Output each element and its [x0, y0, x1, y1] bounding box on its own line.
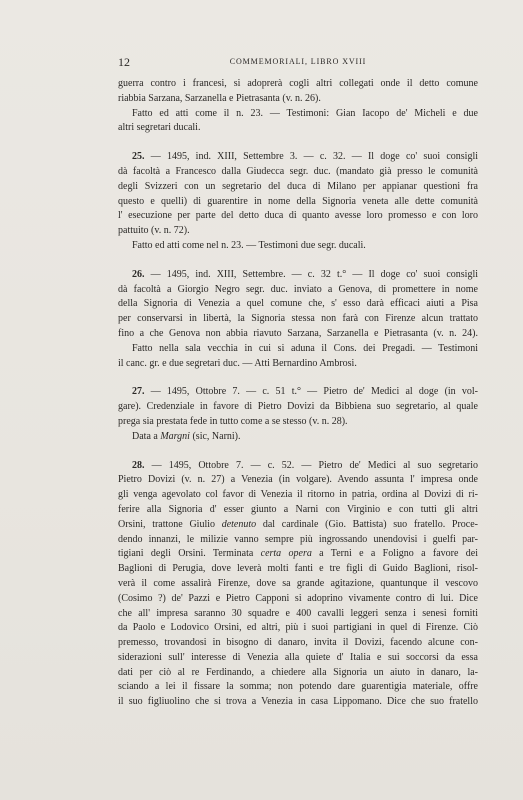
- text-line: [118, 430, 478, 445]
- text-line: che all' impresa saranno 30 squadre e 400 cavalli leggeri senza i senesi forniti: [118, 607, 478, 619]
- entry-heading-line: [118, 459, 478, 474]
- entry-number: 26.: [132, 268, 145, 280]
- text-line: siderazioni sull' interesse di Venezia alla quiete d' Italia e sui soccorsi da essa: [118, 651, 478, 663]
- carryover-paragraph: [118, 77, 478, 136]
- text-line: gli venga agevolato col favor di Venezia il ritorno in patria, ordina al Dovizi di ri-: [118, 489, 478, 501]
- text-line: altri segretari ducali.: [118, 122, 201, 134]
- entry-28: [118, 459, 478, 711]
- text-span: Data a: [132, 430, 161, 442]
- text-line: da Paolo e Lodovico Orsini, ed altri, più i suoi partigiani in quel di Firenze. Ciò: [118, 622, 478, 634]
- text-line: Fatto ed atti come il n. 23. — Testimoni: Gian Iacopo de' Micheli e due: [132, 107, 478, 119]
- text-line: pattuito (v. n. 72).: [118, 225, 190, 237]
- text-span: a Terni e a Foligno a favore dei: [311, 548, 478, 560]
- text-span: — 1495, Ottobre 7. — c. 51 t.° — Pietro de' Medici al doge (in vol-: [144, 386, 478, 398]
- text-span: — 1495, Ottobre 7. — c. 52. — Pietro de' Medici al suo segretario: [144, 459, 478, 471]
- italic-place-name: Margni: [160, 430, 190, 442]
- entry-26: [118, 268, 478, 372]
- text-line: [118, 547, 478, 562]
- text-span: dal cardinale (Gio. Battista) suo fratello. Proce-: [256, 518, 478, 530]
- text-line: guerra contro i francesi, si adoprerà cogli altri collegati onde il detto comune: [118, 78, 478, 89]
- entry-heading-line: [118, 150, 478, 165]
- text-line: dà facoltà a Francesco dalla Giudecca segr. duc. (mandato già presso le comunità: [118, 165, 478, 177]
- text-span: — 1495, ind. XIII, Settembre 3. — c. 32. — Il doge co' suoi consigli: [144, 151, 478, 163]
- text-line: degli Svizzeri con un segretario del duca di Milano per appianar questioni fra: [118, 180, 478, 192]
- entry-heading-line: [118, 268, 478, 283]
- text-line: Pietro Dovizi (v. n. 27) a Venezia (in volgare). Avendo assunta l' impresa onde: [118, 474, 478, 486]
- entry-number: 25.: [132, 151, 145, 163]
- text-line: dendo innanzi, le milizie vanno sempre più ingrossando unendovisi i guelfi par-: [118, 533, 478, 545]
- text-line: sciando a lei il fissare la somma; non potendo dare guarentigia materiale, offre: [118, 681, 478, 693]
- entry-27: [118, 385, 478, 444]
- entry-25: [118, 150, 478, 254]
- running-title: COMMEMORIALI, LIBRO XVIII: [229, 57, 367, 66]
- text-line: (Cosimo ?) de' Pazzi e Pietro Capponi si adoprino vivamente contro di lui. Dice: [118, 592, 478, 604]
- text-span: — 1495, ind. XIII, Settembre. — c. 32 t.° — Il doge co' suoi consigli: [144, 268, 478, 280]
- text-line: [118, 518, 478, 533]
- italic-phrase: certa opera: [260, 548, 312, 560]
- text-line: questo e quelli) di guarentire in nome della Signoria veneta alle dette comunità: [118, 195, 478, 207]
- text-line: Fatto nella sala vecchia in cui si aduna il Cons. dei Pregadi. — Testimoni: [132, 342, 478, 354]
- text-span: Orsini, trattone Giulio: [118, 518, 222, 530]
- text-line: dà facoltà a Giorgio Negro segr. duc. inviato a Genova, di promettere in nome: [118, 283, 478, 295]
- page-header: [118, 55, 478, 71]
- text-line: fino a che Genova non abbia riavuto Sarzana, Sarzanella e Pietrasanta (v. n. 24).: [118, 327, 478, 339]
- text-line: Baglioni di Perugia, dove leverà molti fanti e tre figli di Guido Baglioni, risol-: [118, 563, 478, 575]
- text-line: verà il come assalirà Firenze, dove sa grande agitazione, quantunque il vescovo: [118, 577, 478, 589]
- text-line: ferire alla Signoria d' esser giunto a Narni con Virginio e con tutti gli altri: [118, 503, 478, 515]
- text-line: premesso, trovandosi in bisogno di danaro, invita il Dovizi, facendo alcune con-: [118, 637, 478, 649]
- text-line: il canc. gr. e due segretari duc. — Atti Bernardino Ambrosi.: [118, 357, 357, 369]
- body-text: [118, 77, 478, 710]
- entry-number: 27.: [132, 386, 145, 398]
- text-line: della Signoria di Venezia a quel comune che, s' esso darà efficaci aiuti a Pisa: [118, 298, 478, 310]
- text-line: dati per ciò al re Ferdinando, a chiedere alla Signoria un aiuto in danaro, la-: [118, 666, 478, 678]
- text-line: gare). Credenziale in favore di Pietro Dovizi da Bibbiena suo segretario, al quale: [118, 401, 478, 413]
- page-number: 12: [118, 55, 130, 69]
- entry-number: 28.: [132, 459, 145, 471]
- text-line: Fatto ed atti come nel n. 23. — Testimoni due segr. ducali.: [132, 239, 366, 251]
- text-span: tigiani degli Orsini. Terminata: [118, 548, 261, 560]
- text-span: (sic, Narni).: [189, 430, 241, 442]
- text-line: l' esecuzione per parte del detto duca di quanto avesse loro promesso e con loro: [118, 210, 478, 222]
- text-line: il suo figliuolino che si trova a Venezia in casa Lippomano. Dice che suo fratello: [118, 696, 478, 708]
- entry-heading-line: [118, 385, 478, 400]
- italic-word: detenuto: [221, 518, 257, 530]
- text-line: riabbia Sarzana, Sarzanella e Pietrasanta (v. n. 26).: [118, 92, 321, 104]
- text-line: prega sia prestata fede in tutto come a se stesso (v. n. 28).: [118, 415, 348, 427]
- text-line: per conservarsi in libertà, la Signoria stessa non farà con Firenze alcun trattato: [118, 313, 478, 325]
